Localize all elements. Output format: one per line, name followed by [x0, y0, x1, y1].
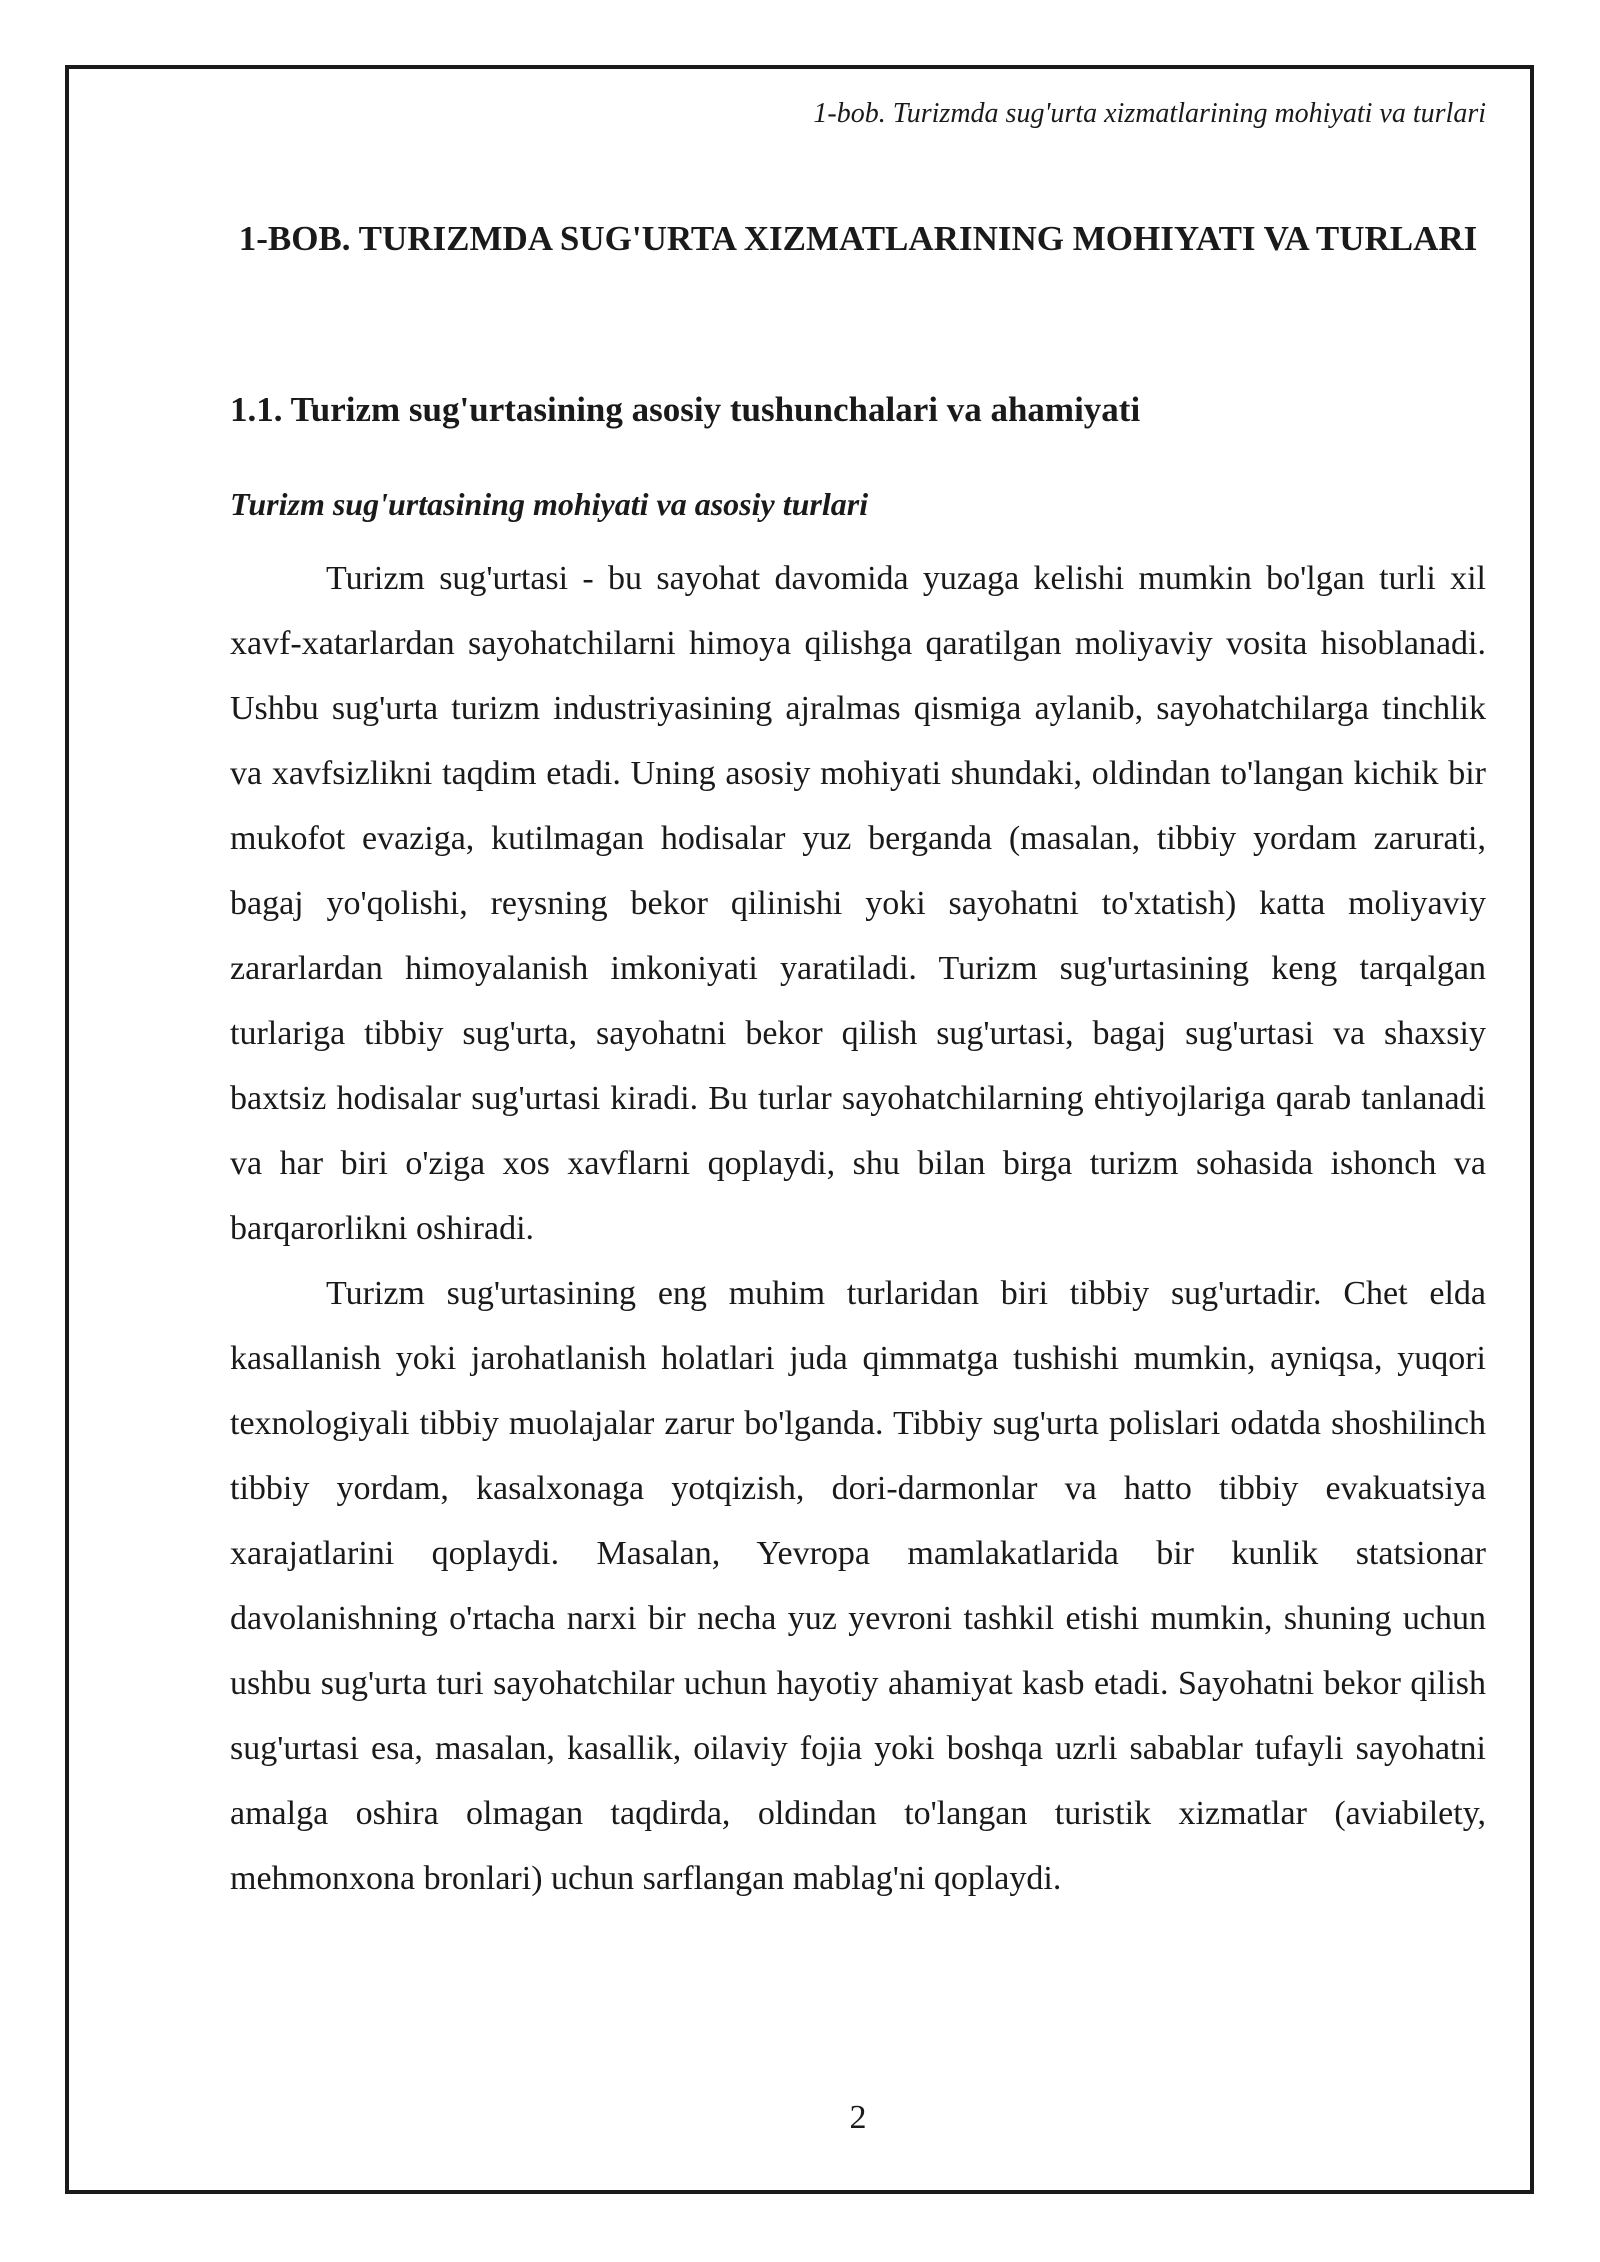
subsection-title: Turizm sug'urtasining mohiyati va asosiy turlari — [230, 486, 869, 522]
paragraph: Turizm sug'urtasi - bu sayohat davomida yuzaga kelishi mumkin bo'lgan turli xil xavf-xatarlardan sayohatchilarni himoya qilishga qaratilgan moliyaviy vosita hisoblanadi. Ushbu sug'urta turizm industriyasining ajralmas qismiga aylanib, sayohatchilarga tinchlik va xavfsizlikni taqdim etadi. Uning asosiy mohiyati shundaki, oldindan to'langan kichik bir mukofot evaziga, kutilmagan hodisalar yuz berganda (masalan, tibbiy yordam zarurati, bagaj yo'qolishi, reysning bekor qilinishi yoki sayohatni to'xtatish) katta moliyaviy zararlardan himoyalanish imkoniyati yaratiladi. Turizm sug'urtasining keng tarqalgan turlariga tibbiy sug'urta, sayohatni bekor qilish sug'urtasi, bagaj sug'urtasi va shaxsiy baxtsiz hodisalar sug'urtasi kiradi. Bu turlar sayohatchilarning ehtiyojlariga qarab tanlanadi va har biri o'ziga xos xavflarni qoplaydi, shu bilan birga turizm sohasida ishonch va barqarorlikni oshiradi. — [230, 560, 1486, 1247]
paragraph: Turizm sug'urtasining eng muhim turlaridan biri tibbiy sug'urtadir. Chet elda kasallanish yoki jarohatlanish holatlari juda qimmatga tushishi mumkin, ayniqsa, yuqori texnologiyali tibbiy muolajalar zarur bo'lganda. Tibbiy sug'urta polislari odatda shoshilinch tibbiy yordam, kasalxonaga yotqizish, dori-darmonlar va hatto tibbiy evakuatsiya xarajatlarini qoplaydi. Masalan, Yevropa mamlakatlarida bir kunlik statsionar davolanishning o'rtacha narxi bir necha yuz yevroni tashkil etishi mumkin, shuning uchun ushbu sug'urta turi sayohatchilar uchun hayotiy ahamiyat kasb etadi. Sayohatni bekor qilish sug'urtasi esa, masalan, kasallik, oilaviy fojia yoki boshqa uzrli sabablar tufayli sayohatni amalga oshira olmagan taqdirda, oldindan to'langan turistik xizmatlar (aviabilety, mehmonxona bronlari) uchun sarflangan mablag'ni qoplaydi. — [230, 1275, 1486, 1897]
chapter-title: 1-BOB. TURIZMDA SUG'URTA XIZMATLARINING MOHIYATI VA TURLARI — [238, 219, 1478, 258]
running-header: 1-bob. Turizmda sug'urta xizmatlarining mohiyati va turlari — [813, 98, 1486, 129]
body-text — [230, 546, 1486, 1911]
section-title: 1.1. Turizm sug'urtasining asosiy tushunchalari va ahamiyati — [230, 390, 1141, 429]
page-number: 2 — [849, 2099, 867, 2136]
